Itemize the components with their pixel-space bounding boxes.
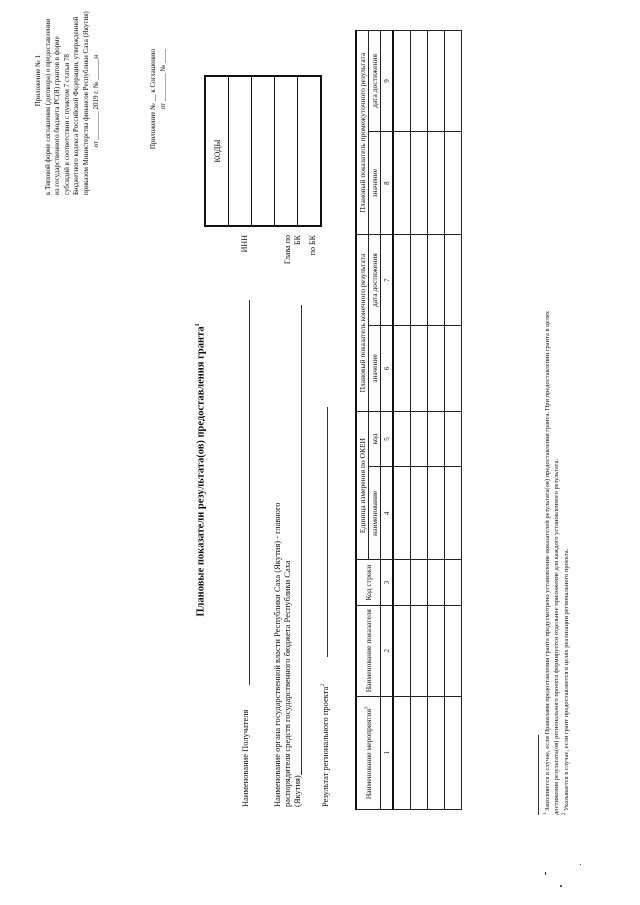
annex-line: приказом Министерства финансов Республики Саха (Якутия)	[81, 11, 90, 195]
table-cell	[428, 605, 445, 696]
header-measure-text: Наименование мероприятия	[364, 708, 373, 800]
table-cell	[393, 411, 411, 466]
scan-speck	[545, 872, 546, 875]
table-cell	[393, 131, 411, 234]
annex-line: к Типовой форме соглашения (договора) о предоставлении	[43, 18, 52, 195]
header-inter-value: значение	[369, 131, 381, 234]
column-number: 4	[381, 467, 394, 560]
organ-label-line1: Наименование органа государственной власти Республики Саха (Якутия) - главного	[272, 502, 282, 807]
header-final-date: дата достижения	[369, 235, 381, 326]
footnote-2-text: Указывается в случае, если грант предоставляется в целях реализации регионального проекта.	[563, 548, 571, 811]
table-row	[393, 31, 411, 810]
header-measure	[356, 696, 381, 809]
table-row	[445, 31, 462, 810]
table-cell	[445, 696, 462, 809]
table-cell	[393, 605, 411, 696]
codes-header: КОДЫ	[205, 76, 229, 226]
annex-agreement-block	[148, 49, 168, 179]
results-table	[355, 30, 462, 810]
table-cell	[393, 235, 411, 326]
annex-line: из государственного бюджета РС(Я) грантов в форме	[53, 36, 62, 195]
scan-speck	[560, 885, 562, 887]
header-unit-name: наименование	[369, 467, 381, 560]
table-cell	[428, 31, 445, 132]
table-cell	[428, 560, 445, 605]
glava-label: Глава по	[283, 235, 292, 265]
table-cell	[445, 560, 462, 605]
organ-label-line2: распорядителя средств государственного бюджета Республики Саха	[282, 560, 292, 807]
annex-line: субсидий в соответствии с пунктом 7 статьи 78	[62, 54, 71, 195]
codes-cell-empty	[275, 76, 298, 226]
header-indicator: Наименование показателя	[356, 605, 381, 696]
table-cell	[411, 467, 428, 560]
annex-line: Бюджетного кодекса Российской Федерации, утвержденной	[72, 16, 81, 195]
table-cell	[393, 31, 411, 132]
table-cell	[428, 467, 445, 560]
table-cell	[428, 696, 445, 809]
scan-speck	[580, 864, 581, 865]
footnote-1	[542, 15, 553, 815]
table-cell	[445, 131, 462, 234]
page-title	[195, 235, 207, 705]
column-number: 5	[381, 411, 394, 466]
table-row	[411, 31, 428, 810]
header-row-code: Код строки	[356, 560, 381, 605]
header-final-value: значение	[369, 326, 381, 412]
inn-label: ИНН	[240, 235, 249, 253]
organ-label-line3: (Якутия)	[292, 775, 302, 807]
table-cell	[428, 326, 445, 412]
table-cell	[411, 326, 428, 412]
table-cell	[411, 31, 428, 132]
annex-line: Приложение № 1	[34, 55, 42, 107]
project-line	[318, 407, 328, 657]
table-cell	[428, 411, 445, 466]
column-number: 2	[381, 605, 394, 696]
header-unit-group: Единица измерения по ОКЕИ	[356, 411, 369, 560]
annex-line: от ________ 2019 г. № ______н	[91, 55, 100, 148]
table-row	[428, 31, 445, 810]
annex-agreement-date: от ________ № ____	[159, 49, 167, 110]
project-label	[318, 684, 330, 807]
codes-cell-glava	[252, 76, 275, 226]
table-cell	[411, 560, 428, 605]
codes-cell-bk	[298, 76, 322, 226]
footnote-2-mark: 2	[562, 812, 568, 815]
annex-agreement-line: Приложение № __ к Соглашению	[149, 49, 157, 150]
table-cell	[445, 31, 462, 132]
header-inter-group: Плановый показатель промежуточного результата	[356, 31, 369, 235]
column-number: 7	[381, 235, 394, 326]
page-title-text: Плановые показатели результата(ов) предоставления гранта	[195, 326, 207, 617]
table-cell	[411, 605, 428, 696]
codes-cell-inn	[229, 76, 252, 226]
organ-line	[292, 305, 302, 775]
table-cell	[411, 411, 428, 466]
recipient-line	[240, 300, 250, 685]
glava-bk-label: БК	[293, 235, 302, 245]
column-number: 3	[381, 560, 394, 605]
header-unit-code: код	[369, 411, 381, 466]
footnotes	[542, 15, 572, 815]
header-measure-footnote: 3	[364, 706, 370, 709]
table-cell	[445, 411, 462, 466]
header-inter-date: дата достижения	[369, 31, 381, 132]
recipient-label: Наименование Получателя	[240, 709, 250, 807]
footnote-divider	[538, 735, 539, 815]
table-cell	[393, 326, 411, 412]
header-final-group: Плановый показатель конечного результата	[356, 235, 369, 411]
column-number-row	[381, 31, 394, 810]
table-cell	[393, 560, 411, 605]
title-footnote-mark: 1	[195, 323, 201, 327]
table-cell	[411, 131, 428, 234]
column-number: 9	[381, 31, 394, 132]
column-number: 8	[381, 131, 394, 234]
annex-block	[34, 11, 101, 195]
table-cell	[428, 235, 445, 326]
footnote-1-text-a: Заполняется в случае, если Правилами предоставления гранта предусмотрено установление показателей результата(ов) предоставления гранта. При предоставлении гранта в целях	[544, 311, 552, 811]
table-cell	[445, 235, 462, 326]
table-cell	[428, 131, 445, 234]
table-cell	[411, 696, 428, 809]
table-cell	[445, 326, 462, 412]
project-label-text: Результат регионального проекта	[319, 686, 330, 807]
footnote-2	[561, 15, 572, 815]
footnote-1-mark: 1	[543, 812, 548, 815]
project-footnote-mark: 2	[320, 683, 326, 687]
table-cell	[411, 235, 428, 326]
table-cell	[445, 467, 462, 560]
column-number: 1	[381, 696, 394, 809]
column-number: 6	[381, 326, 394, 412]
bk-label: по БК	[308, 235, 317, 256]
table-cell	[445, 605, 462, 696]
table-cell	[393, 467, 411, 560]
codes-table	[204, 75, 322, 227]
table-cell	[393, 696, 411, 809]
footnote-1-continued: достижения результата(ов) регионального проекта формируется отдельное приложение для каждого установленного результата.	[552, 458, 560, 815]
